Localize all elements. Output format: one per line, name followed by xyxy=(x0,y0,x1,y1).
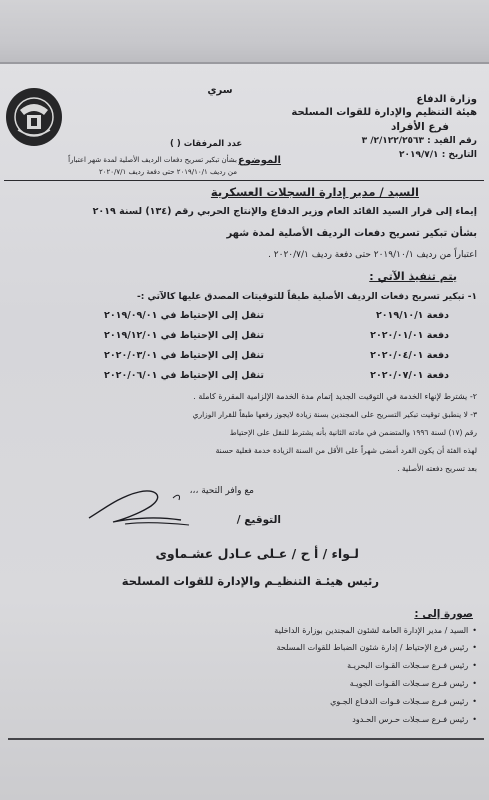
schedule-transfer: تنقل إلى الإحتياط في ٢٠٢٠/٠٣/٠١ xyxy=(104,350,264,361)
document-date: التاريخ : ٢٠١٩/٧/١ xyxy=(399,150,477,160)
schedule-batch: دفعة ٢٠٢٠/٠٤/٠١ xyxy=(370,350,449,361)
schedule-transfer: تنقل إلى الإحتياط في ٢٠١٩/٠٩/٠١ xyxy=(104,310,264,321)
item-3-line-2: رقم (١٧) لسنة ١٩٩٦ والمتضمن في مادته الثانية بأنه يشترط للنقل على الإحتياط xyxy=(229,428,477,437)
authority-name: هيئة التنظيم والإدارة للقوات المسلحة xyxy=(291,107,477,118)
schedule-batch: دفعة ٢٠٢٠/٠١/٠١ xyxy=(370,330,449,341)
schedule-batch: دفعة ٢٠٢٠/٠٧/٠١ xyxy=(370,370,449,381)
cc-item: • رئيس فـرع سـجلات حـرس الحـدود xyxy=(352,715,477,724)
handwritten-signature xyxy=(85,482,195,534)
cc-item: • رئيس فـرع سـجلات القـوات الجويـة xyxy=(350,679,477,688)
item-2: ٢- يشترط لإنهاء الخدمة في التوقيت الجديد إتمام مدة الخدمة الإلزامية المقررة كاملة . xyxy=(193,392,477,401)
subject-line-2: من رديف ٢٠١٩/١٠/١ حتى دفعة رديف ٢٠٢٠/٧/١ xyxy=(98,168,237,176)
addressee: السيد / مدير إدارة السجلات العسكرية xyxy=(210,185,419,199)
signature-label: التوقيع / xyxy=(236,514,281,526)
branch-name: فرع الأفراد xyxy=(390,121,449,133)
action-heading: يتم تنفيذ الآتي : xyxy=(369,270,457,283)
cc-item: • رئيس فـرع سـجلات القـوات البحريـة xyxy=(347,661,477,670)
reference-number: رقم القيد : ٢/١٢٢/٢٥٦٣/ ٣ xyxy=(361,136,477,146)
signatory-name: لـواء / أ ح / عـلى عـادل عشـماوى xyxy=(155,546,359,561)
fold-line xyxy=(0,62,489,64)
schedule-transfer: تنقل إلى الإحتياط في ٢٠٢٠/٠٦/٠١ xyxy=(104,370,264,381)
classification-label: سري xyxy=(207,85,233,96)
paragraph-3: اعتباراً من رديف ٢٠١٩/١٠/١ حتى دفعة رديف ٢٠٢٠/٧/١ . xyxy=(268,250,477,260)
schedule-batch: دفعة ٢٠١٩/١٠/١ xyxy=(375,310,449,321)
paragraph-1: إيماء إلى قرار السيد القائد العام وزير الدفاع والإنتاج الحربي رقم (١٣٤) لسنة ٢٠١٩ xyxy=(92,206,477,217)
item-3-line-4: بعد تسريح دفعته الأصلية . xyxy=(397,464,477,473)
cc-item: • رئيس فرع الإحتياط / إدارة شئون الضباط للقوات المسلحة xyxy=(277,643,477,652)
header-divider xyxy=(4,180,484,181)
signatory-title: رئيس هيئـة التنظيـم والإدارة للقوات المسلحة xyxy=(121,574,379,588)
cc-item: • السيد / مدير الإدارة العامة لشئون المجندين بوزارة الداخلية xyxy=(274,626,477,635)
page-fold-shadow xyxy=(0,0,489,63)
paragraph-2: بشأن تبكير تسريح دفعات الرديف الأصلية لمدة شهر xyxy=(226,228,477,239)
item-3-line-1: ٣- لا ينطبق توقيت تبكير التسريح على المجندين بسنة زيادة لايجوز رفعها طبقاً للقرار الوزاري xyxy=(192,410,477,419)
cc-item: • رئيس فـرع سـجلات قـوات الدفـاع الجـوي xyxy=(330,697,477,706)
item-1: ١- تبكير تسريح دفعات الرديف الأصلية طبقاً للتوقيتات المصدق عليها كالآتي :- xyxy=(137,292,477,302)
footer-divider xyxy=(8,738,484,740)
item-3-line-3: لهذه الفئة أن يكون الفرد أمضى شهراً على الأقل من السنة الزيادة خدمة فعلية حسنة xyxy=(215,446,477,455)
subject-label: الموضوع xyxy=(238,155,281,166)
subject-line-1: بشأن تبكير تسريح دفعات الرديف الأصلية لمدة شهر اعتباراً xyxy=(68,156,237,164)
ministry-name: وزارة الدفاع xyxy=(416,94,477,105)
armed-forces-emblem xyxy=(6,88,62,146)
attachments-count: عدد المرفقات ( ) xyxy=(170,139,243,149)
cc-heading: صورة إلى : xyxy=(414,608,473,620)
greeting: مع وافر التحية ،،، xyxy=(189,486,254,496)
schedule-transfer: تنقل إلى الإحتياط في ٢٠١٩/١٢/٠١ xyxy=(104,330,264,341)
